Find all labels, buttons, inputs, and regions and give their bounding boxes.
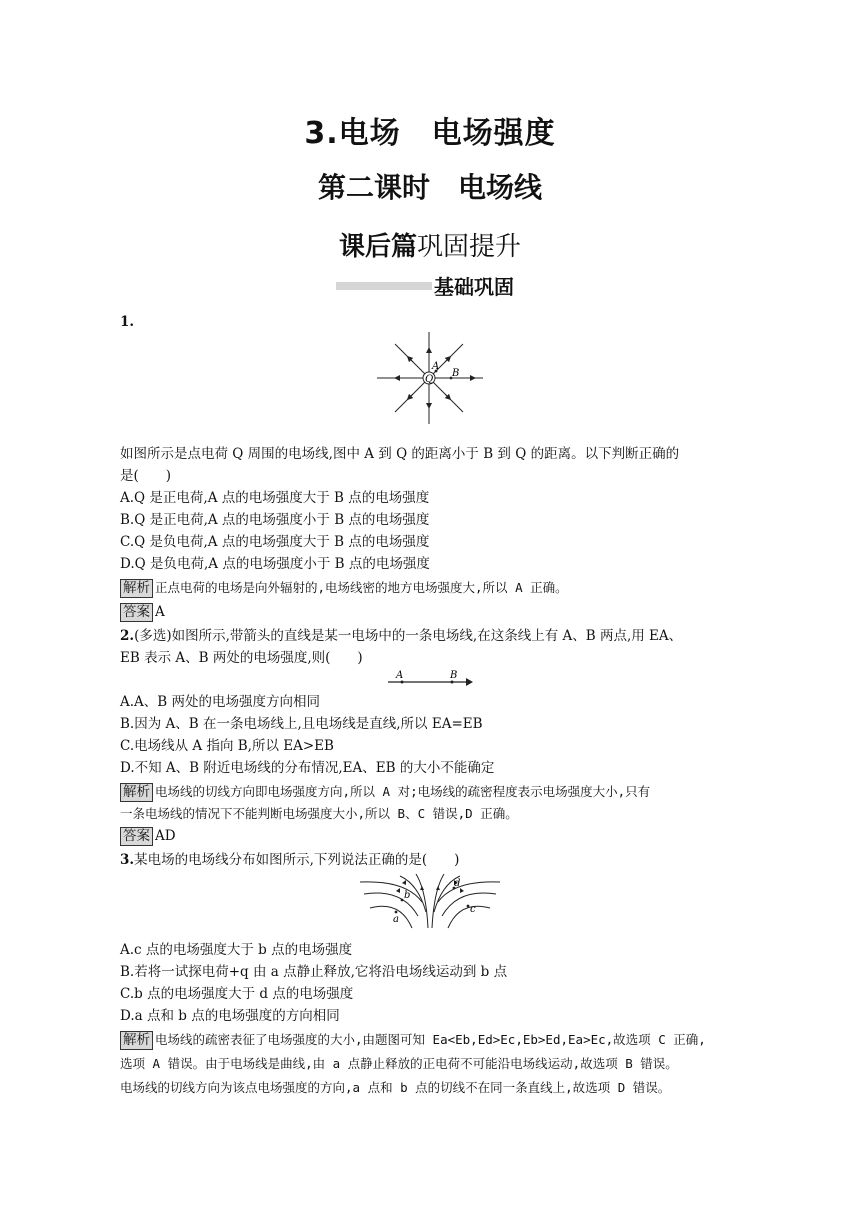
q2-analysis-text1: 电场线的切线方向即电场强度方向,所以 A 对;电场线的疏密程度表示电场强度大小,只有 — [155, 784, 651, 799]
q2-field-line-figure — [386, 668, 474, 690]
q3-field-line — [448, 906, 490, 928]
analysis-tag: 解析 — [120, 579, 153, 598]
q1-stem-line2: 是( ) — [120, 468, 172, 484]
q1-option-b: B.Q 是正电荷,A 点的电场强度小于 B 点的电场强度 — [120, 512, 430, 528]
lesson-subtitle: 第二课时 电场线 — [317, 171, 542, 204]
q3-field-line — [370, 906, 412, 928]
answer-tag: 答案 — [120, 603, 153, 622]
q2-number: 2. — [120, 628, 135, 644]
q3-label-b: b — [404, 890, 411, 901]
q3-stem-text: 某电场的电场线分布如图所示,下列说法正确的是( ) — [134, 852, 460, 868]
q3-stem — [120, 850, 459, 870]
q1-option-d: D.Q 是负电荷,A 点的电场强度小于 B 点的电场强度 — [120, 556, 430, 572]
section-label: 基础巩固 — [434, 275, 514, 299]
chapter-title: 3.电场 电场强度 — [304, 116, 556, 151]
q3-analysis-line3: 电场线的切线方向为该点电场强度的方向,a 点和 b 点的切线不在同一条直线上,故选项 D 错误。 — [120, 1080, 671, 1095]
q3-analysis-line1 — [120, 1030, 706, 1050]
q1-analysis — [120, 578, 568, 598]
q3-label-c: c — [470, 904, 476, 915]
q2-option-b: B.因为 A、B 在一条电场线上,且电场线是直线,所以 EA=EB — [120, 716, 483, 732]
q1-option-a: A.Q 是正电荷,A 点的电场强度大于 B 点的电场强度 — [120, 490, 430, 506]
section-bar — [336, 282, 432, 290]
q1-label-q: Q — [425, 374, 434, 385]
q2-analysis-line1 — [120, 782, 650, 802]
answer-tag: 答案 — [120, 827, 153, 846]
q2-stem-line2: EB 表示 A、B 两处的电场强度,则( ) — [120, 650, 363, 666]
q2-analysis-line2: 一条电场线的情况下不能判断电场强度大小,所以 B、C 错误,D 正确。 — [120, 806, 518, 821]
q2-option-d: D.不知 A、B 附近电场线的分布情况,EA、EB 的大小不能确定 — [120, 760, 495, 776]
analysis-tag: 解析 — [120, 1031, 153, 1050]
q3-label-d: d — [454, 878, 461, 889]
practice-heading — [0, 226, 860, 263]
q3-option-c: C.b 点的电场强度大于 d 点的电场强度 — [120, 986, 354, 1002]
q1-answer — [120, 602, 165, 622]
q2-label-a: A — [396, 670, 404, 681]
q1-stem-line1: 如图所示是点电荷 Q 周围的电场线,图中 A 到 Q 的距离小于 B 到 Q 的距离。以下判断正确的 — [120, 446, 680, 462]
q2-option-c: C.电场线从 A 指向 B,所以 EA>EB — [120, 738, 334, 754]
q3-analysis-text1: 电场线的疏密表征了电场强度的大小,由题图可知 Ea<Eb,Ed>Ec,Eb>Ed,Ea>Ec,故选项 C 正确, — [155, 1032, 706, 1047]
q1-number: 1. — [120, 314, 135, 330]
q3-label-a: a — [393, 914, 399, 925]
q3-option-b: B.若将一试探电荷+q 由 a 点静止释放,它将沿电场线运动到 b 点 — [120, 964, 508, 980]
q2-stem-line1 — [120, 626, 682, 646]
q2-option-a: A.A、B 两处的电场强度方向相同 — [120, 694, 321, 710]
q3-option-a: A.c 点的电场强度大于 b 点的电场强度 — [120, 942, 353, 958]
practice-heading-rest: 巩固提升 — [417, 232, 522, 262]
q3-number: 3. — [120, 852, 135, 868]
q2-answer-text: AD — [155, 828, 176, 844]
analysis-tag: 解析 — [120, 783, 153, 802]
q2-answer — [120, 826, 176, 846]
practice-heading-bold: 课后篇 — [338, 232, 417, 262]
q2-stem-text1: (多选)如图所示,带箭头的直线是某一电场中的一条电场线,在这条线上有 A、B 两点,用 EA、 — [134, 628, 683, 644]
q3-option-d: D.a 点和 b 点的电场强度的方向相同 — [120, 1008, 340, 1024]
q1-analysis-text: 正点电荷的电场是向外辐射的,电场线密的地方电场强度大,所以 A 正确。 — [155, 580, 568, 595]
q3-curved-field-figure — [356, 872, 504, 930]
q1-label-b: B — [452, 368, 460, 379]
q1-answer-text: A — [155, 604, 165, 620]
q1-label-a: A — [432, 361, 440, 372]
q1-option-c: C.Q 是负电荷,A 点的电场强度大于 B 点的电场强度 — [120, 534, 430, 550]
q3-field-line — [442, 893, 496, 916]
q3-analysis-line2: 选项 A 错误。由于电场线是曲线,由 a 点静止释放的正电荷不可能沿电场线运动,故选项 B 错误。 — [120, 1056, 678, 1071]
q1-field-figure — [375, 330, 485, 426]
q2-label-b: B — [450, 670, 458, 681]
